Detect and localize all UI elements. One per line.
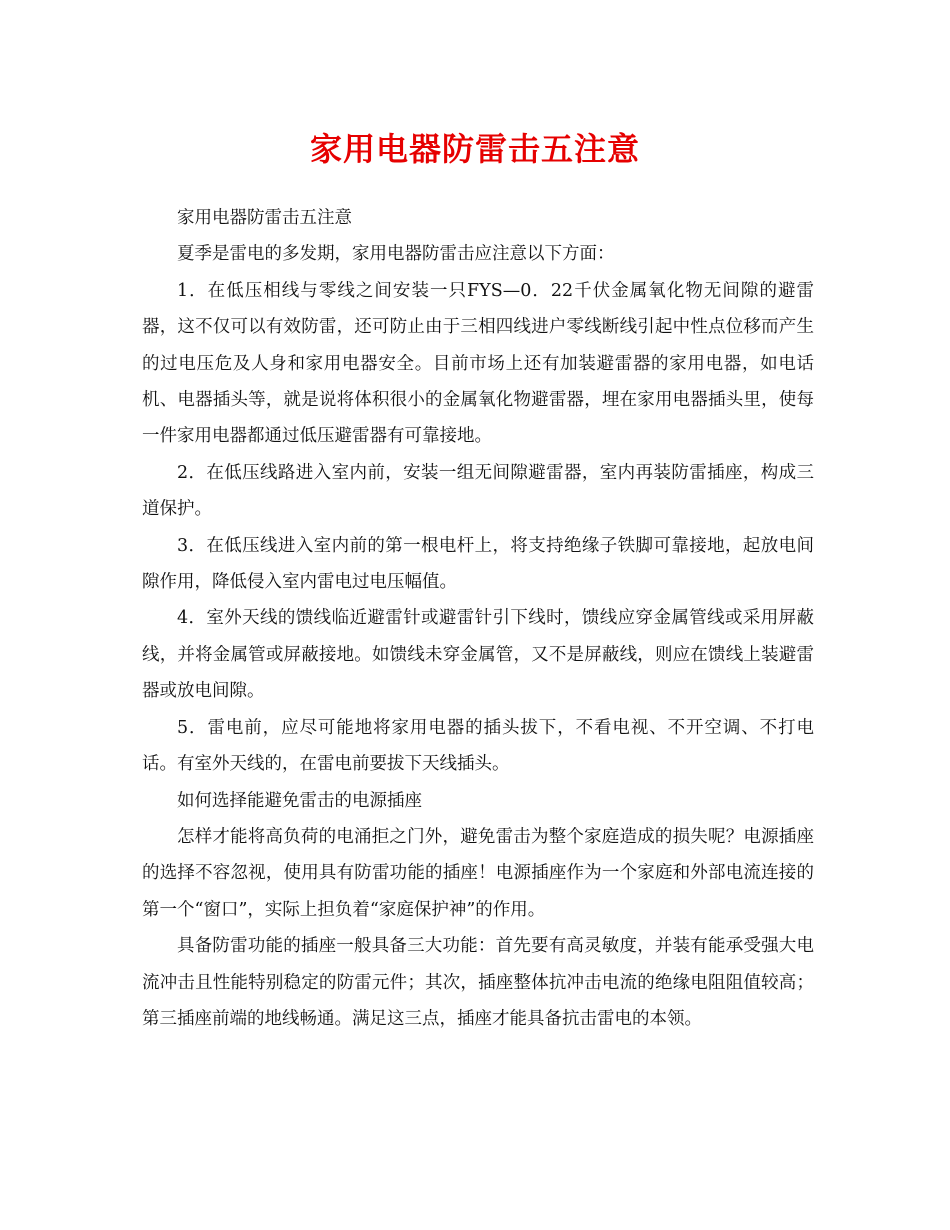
paragraph-item-2: 2．在低压线路进入室内前，安装一组无间隙避雷器，室内再装防雷插座，构成三道保护。	[142, 462, 814, 520]
paragraph-section-heading: 如何选择能避免雷击的电源插座	[177, 790, 422, 811]
paragraph-subtitle: 家用电器防雷击五注意	[177, 208, 352, 228]
document-body	[142, 200, 814, 1037]
paragraph-socket-functions: 具备防雷功能的插座一般具备三大功能：首先要有高灵敏度，并装有能承受强大电流冲击且性能特别稳定的防雷元件；其次，插座整体抗冲击电流的绝缘电阻阻值较高；第三插座前端的地线畅通。满足这三点，插座才能具备抗击雷电的本领。	[142, 936, 814, 1029]
paragraph-item-4: 4．室外天线的馈线临近避雷针或避雷针引下线时，馈线应穿金属管线或采用屏蔽线，并将金属管或屏蔽接地。如馈线未穿金属管，又不是屏蔽线，则应在馈线上装避雷器或放电间隙。	[142, 608, 814, 702]
document-title: 家用电器防雷击五注意	[309, 130, 640, 168]
paragraph-item-5: 5．雷电前，应尽可能地将家用电器的插头拔下，不看电视、不开空调、不打电话。有室外天线的，在雷电前要拔下天线插头。	[142, 717, 814, 775]
paragraph-socket-intro: 怎样才能将高负荷的电涌拒之门外，避免雷击为整个家庭造成的损失呢？电源插座的选择不容忽视，使用具有防雷功能的插座！电源插座作为一个家庭和外部电流连接的第一个“窗口”，实际上担负着“家庭保护神”的作用。	[142, 826, 814, 920]
paragraph-item-3: 3．在低压线进入室内前的第一根电杆上，将支持绝缘子铁脚可靠接地，起放电间隙作用，降低侵入室内雷电过电压幅值。	[142, 535, 814, 593]
paragraph-intro: 夏季是雷电的多发期，家用电器防雷击应注意以下方面：	[177, 244, 615, 265]
paragraph-item-1: 1．在低压相线与零线之间安装一只FYS—0．22千伏金属氧化物无间隙的避雷器，这不仅可以有效防雷，还可防止由于三相四线进户零线断线引起中性点位移而产生的过电压危及人身和家用电器安全。目前市场上还有加装避雷器的家用电器，如电话机、电器插头等，就是说将体积很小的金属氧化物避雷器，埋在家用电器插头里，使每一件家用电器都通过低压避雷器有可靠接地。	[142, 280, 814, 447]
